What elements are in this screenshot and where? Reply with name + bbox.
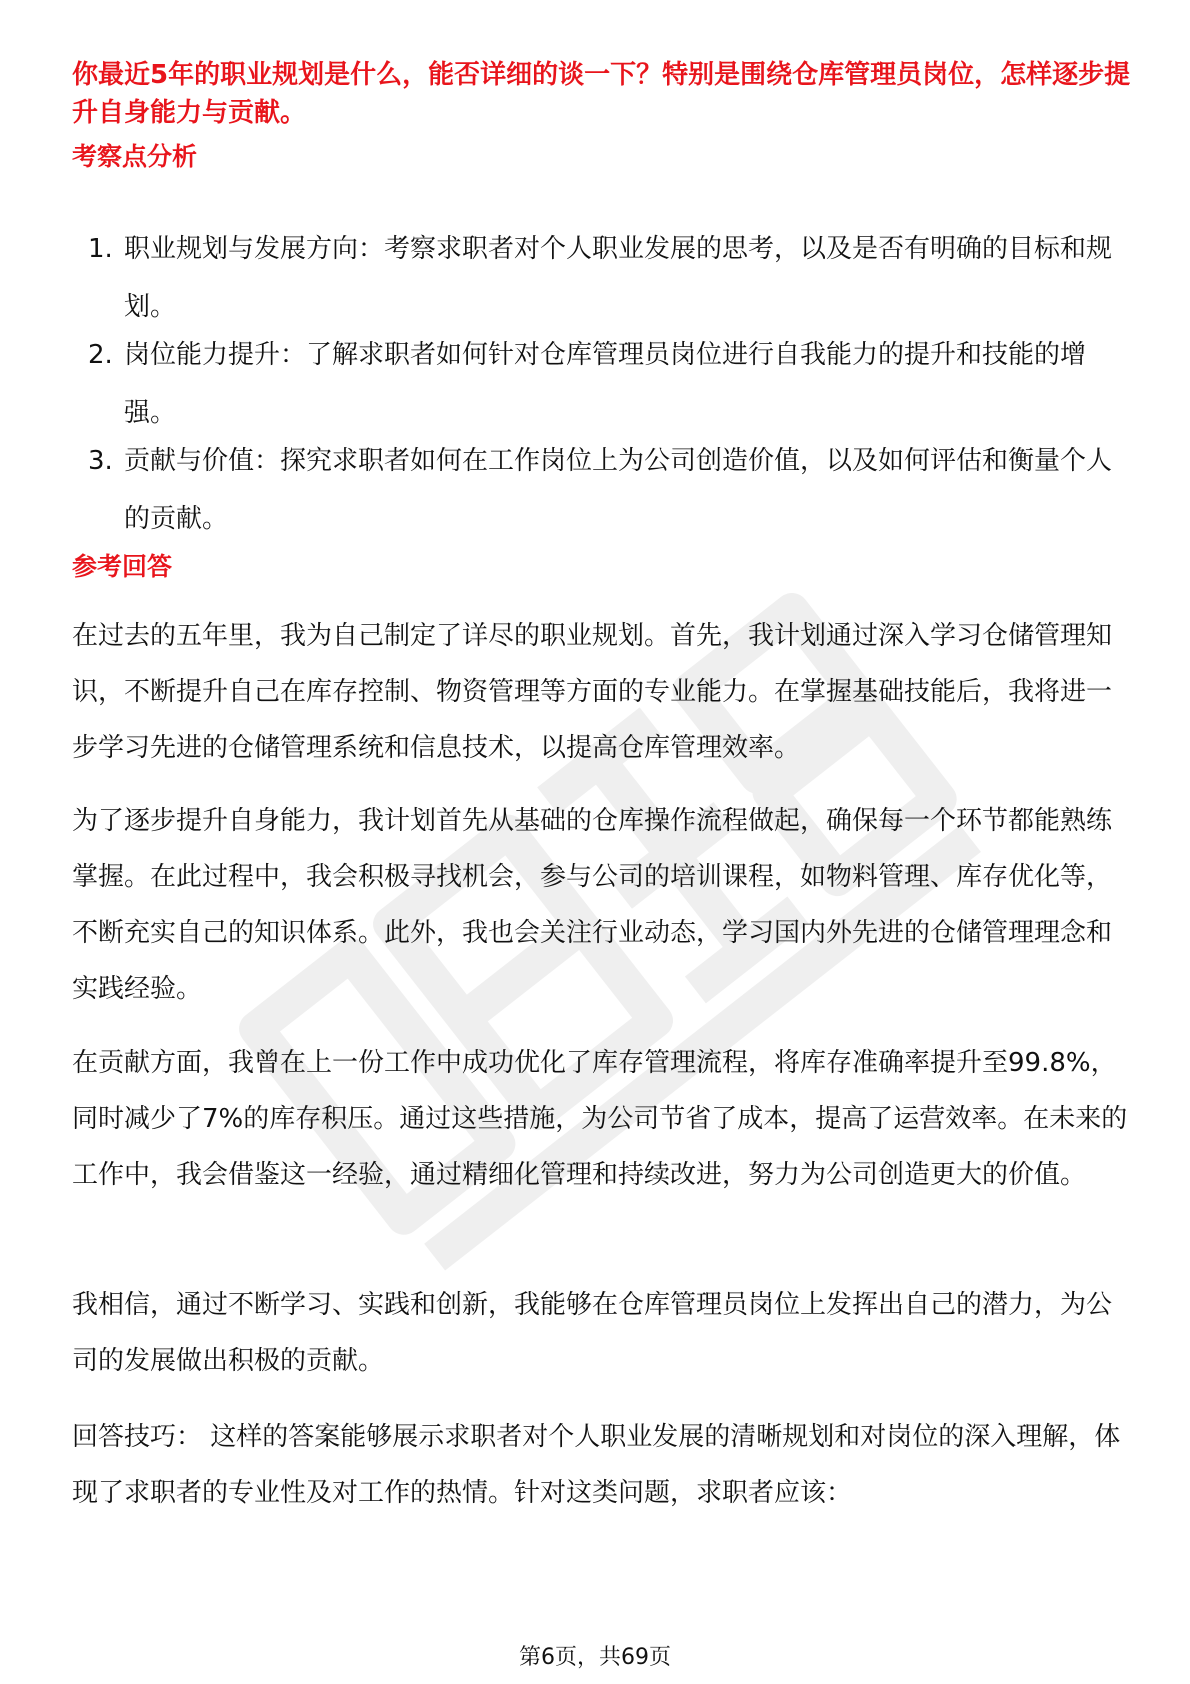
answer-tips-paragraph: 回答技巧： 这样的答案能够展示求职者对个人职业发展的清晰规划和对岗位的深入理解，体现了求职者的专业性及对工作的热情。针对这类问题，求职者应该： bbox=[72, 1422, 1121, 1508]
analysis-list bbox=[72, 220, 1132, 538]
list-item-text: 岗位能力提升：了解求职者如何针对仓库管理员岗位进行自我能力的提升和技能的增强。 bbox=[124, 340, 1087, 428]
answer-paragraph: 在贡献方面，我曾在上一份工作中成功优化了库存管理流程，将库存准确率提升至99.8%，同时减少了7%的库存积压。通过这些措施，为公司节省了成本，提高了运营效率。在未来的工作中，我会借鉴这一经验，通过精细化管理和持续改进，努力为公司创造更大的价值。 bbox=[72, 1048, 1128, 1190]
list-item-number: 3. bbox=[88, 446, 113, 476]
analysis-list-item bbox=[72, 220, 1132, 326]
analysis-section-title: 考察点分析 bbox=[72, 142, 198, 171]
analysis-list-item bbox=[72, 432, 1132, 538]
page-number-footer: 第6页，共69页 bbox=[519, 1645, 671, 1670]
list-item-text: 贡献与价值：探究求职者如何在工作岗位上为公司创造价值，以及如何评估和衡量个人的贡献。 bbox=[124, 446, 1113, 534]
answer-paragraph: 我相信，通过不断学习、实践和创新，我能够在仓库管理员岗位上发挥出自己的潜力，为公司的发展做出积极的贡献。 bbox=[72, 1290, 1113, 1376]
list-item-number: 1. bbox=[88, 234, 113, 264]
question-heading: 你最近5年的职业规划是什么，能否详细的谈一下？特别是围绕仓库管理员岗位，怎样逐步提升自身能力与贡献。 bbox=[72, 60, 1131, 128]
answer-paragraph: 在过去的五年里，我为自己制定了详尽的职业规划。首先，我计划通过深入学习仓储管理知识，不断提升自己在库存控制、物资管理等方面的专业能力。在掌握基础技能后，我将进一步学习先进的仓储管理系统和信息技术，以提高仓库管理效率。 bbox=[72, 621, 1113, 763]
answer-section-title: 参考回答 bbox=[72, 552, 173, 581]
answer-paragraph: 为了逐步提升自身能力，我计划首先从基础的仓库操作流程做起，确保每一个环节都能熟练掌握。在此过程中，我会积极寻找机会，参与公司的培训课程，如物料管理、库存优化等，不断充实自己的知识体系。此外，我也会关注行业动态，学习国内外先进的仓储管理理念和实践经验。 bbox=[72, 806, 1113, 1004]
list-item-number: 2. bbox=[88, 340, 113, 370]
list-item-text: 职业规划与发展方向：考察求职者对个人职业发展的思考，以及是否有明确的目标和规划。 bbox=[124, 234, 1113, 322]
analysis-list-item bbox=[72, 326, 1132, 432]
